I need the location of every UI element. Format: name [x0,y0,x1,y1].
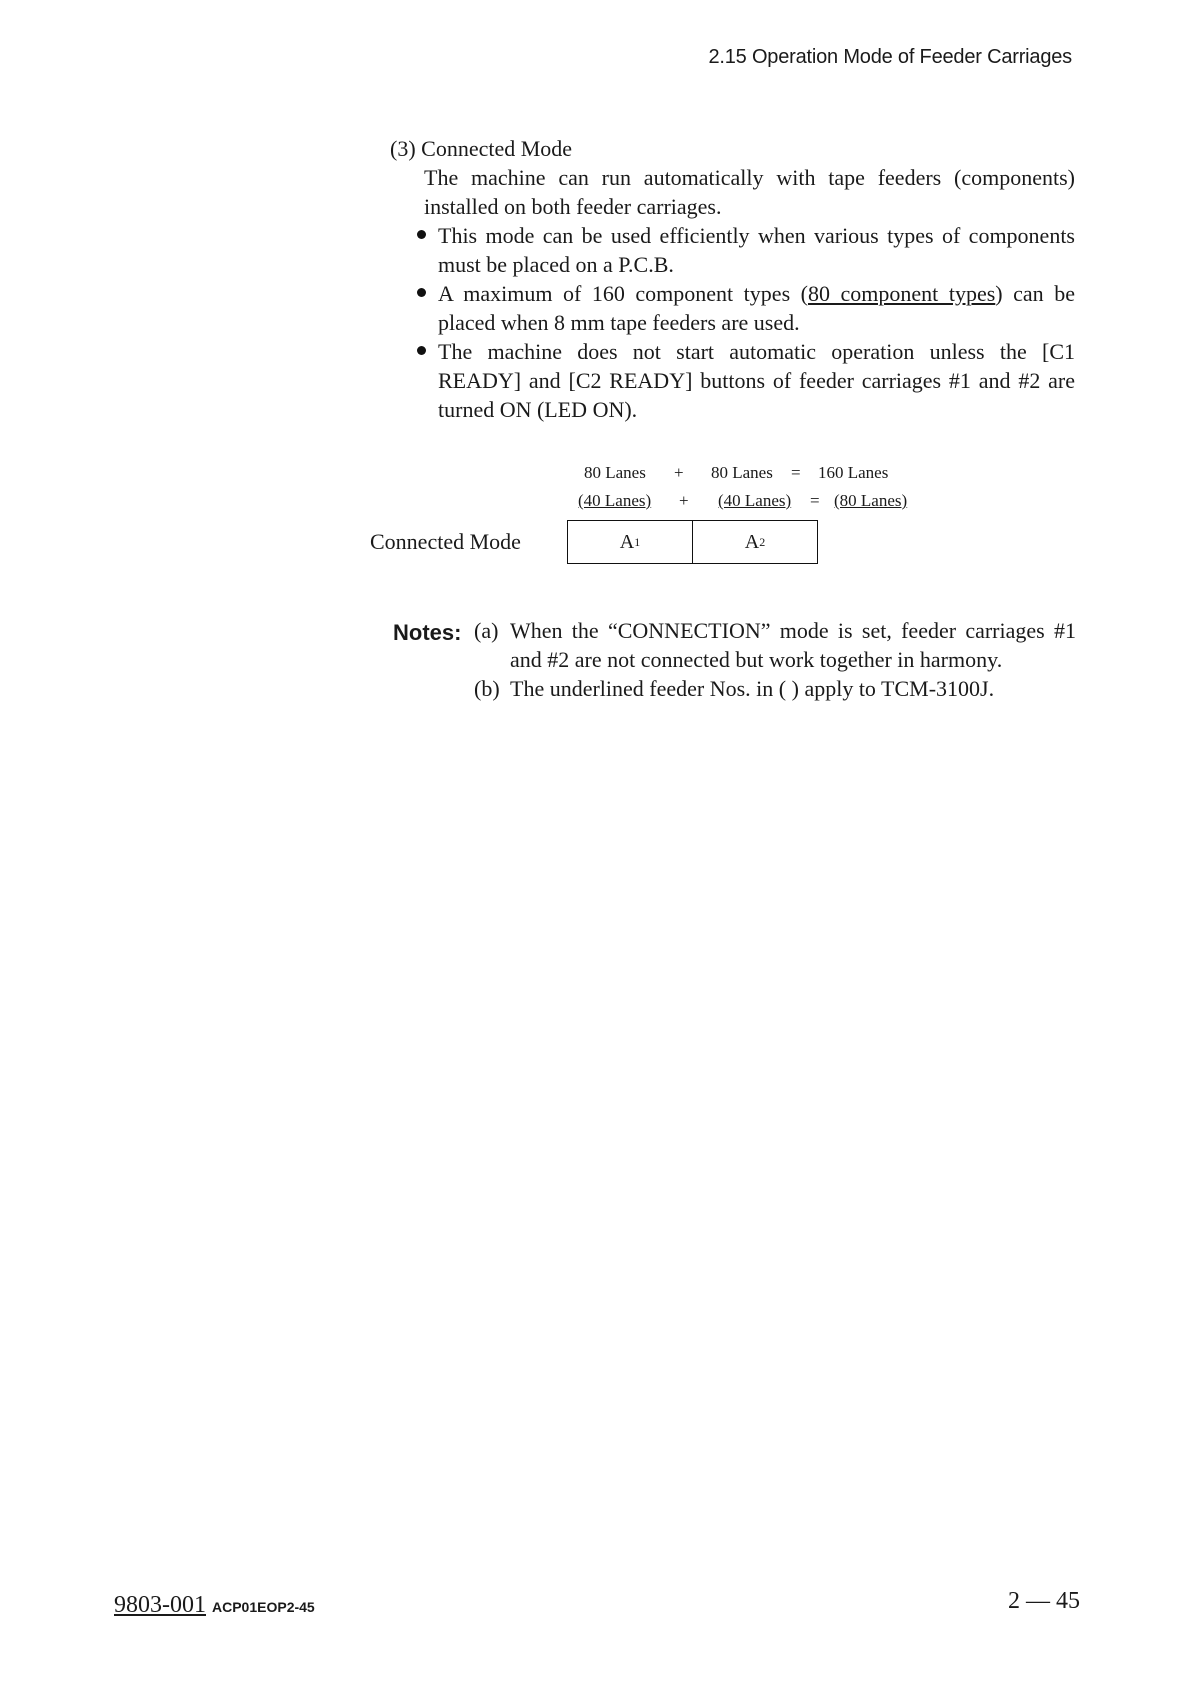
lanes-right-tcm: (40 Lanes) [718,491,792,510]
underlined-feeder-count: 80 component types [808,281,996,306]
bullet-list [390,221,1075,424]
bullet-item: The machine does not start automatic operation unless the [C1 READY] and [C2 READY] buttons of feeder carriages #1 and #2 are turned ON (LED ON). [438,337,1075,424]
equals-sign: = [791,463,801,482]
section-intro: The machine can run automatically with tape feeders (components) installed on both feeder carriages. [424,165,1075,219]
bullet-icon [417,346,426,355]
plus-sign: + [674,463,684,482]
page-number: 2 — 45 [1008,1588,1080,1614]
page-header: 2.15 Operation Mode of Feeder Carriages [708,46,1072,68]
lanes-total: 160 Lanes [818,463,889,482]
notes-label: Notes: [393,620,462,645]
note-item: (a) When the “CONNECTION” mode is set, feeder carriages #1 and #2 are not connected but work together in harmony. [474,618,1076,672]
bullet-icon [417,288,426,297]
bullet-item: This mode can be used efficiently when various types of components must be placed on a P.C.B. [438,221,1075,279]
equals-sign: = [810,491,820,510]
plus-sign: + [679,491,689,510]
lanes-right: 80 Lanes [711,463,773,482]
footer-code: 9803-001 [114,1592,206,1618]
note-item: (b) The underlined feeder Nos. in ( ) apply to TCM-3100J. [474,676,995,701]
lanes-left: 80 Lanes [584,463,646,482]
carriage-diagram [567,520,818,564]
carriage-a1-cell: A 1 [619,530,641,553]
lanes-left-tcm: (40 Lanes) [578,491,652,510]
bullet-icon [417,230,426,239]
connected-mode-section [390,134,1075,424]
footer-doc-id: ACP01EOP2-45 [212,1599,315,1615]
connected-mode-label: Connected Mode [370,529,521,554]
note-tag: (b) [474,676,500,701]
section-title: (3) Connected Mode [390,136,573,161]
footer-document-code [114,1592,315,1619]
note-tag: (a) [474,618,499,643]
bullet-item: A maximum of 160 component types (80 component types) can be placed when 8 mm tape feeders are used. [438,279,1075,337]
lanes-total-tcm: (80 Lanes) [834,491,908,510]
notes-block [393,616,1076,703]
carriage-a2-cell: A 2 [692,521,817,563]
